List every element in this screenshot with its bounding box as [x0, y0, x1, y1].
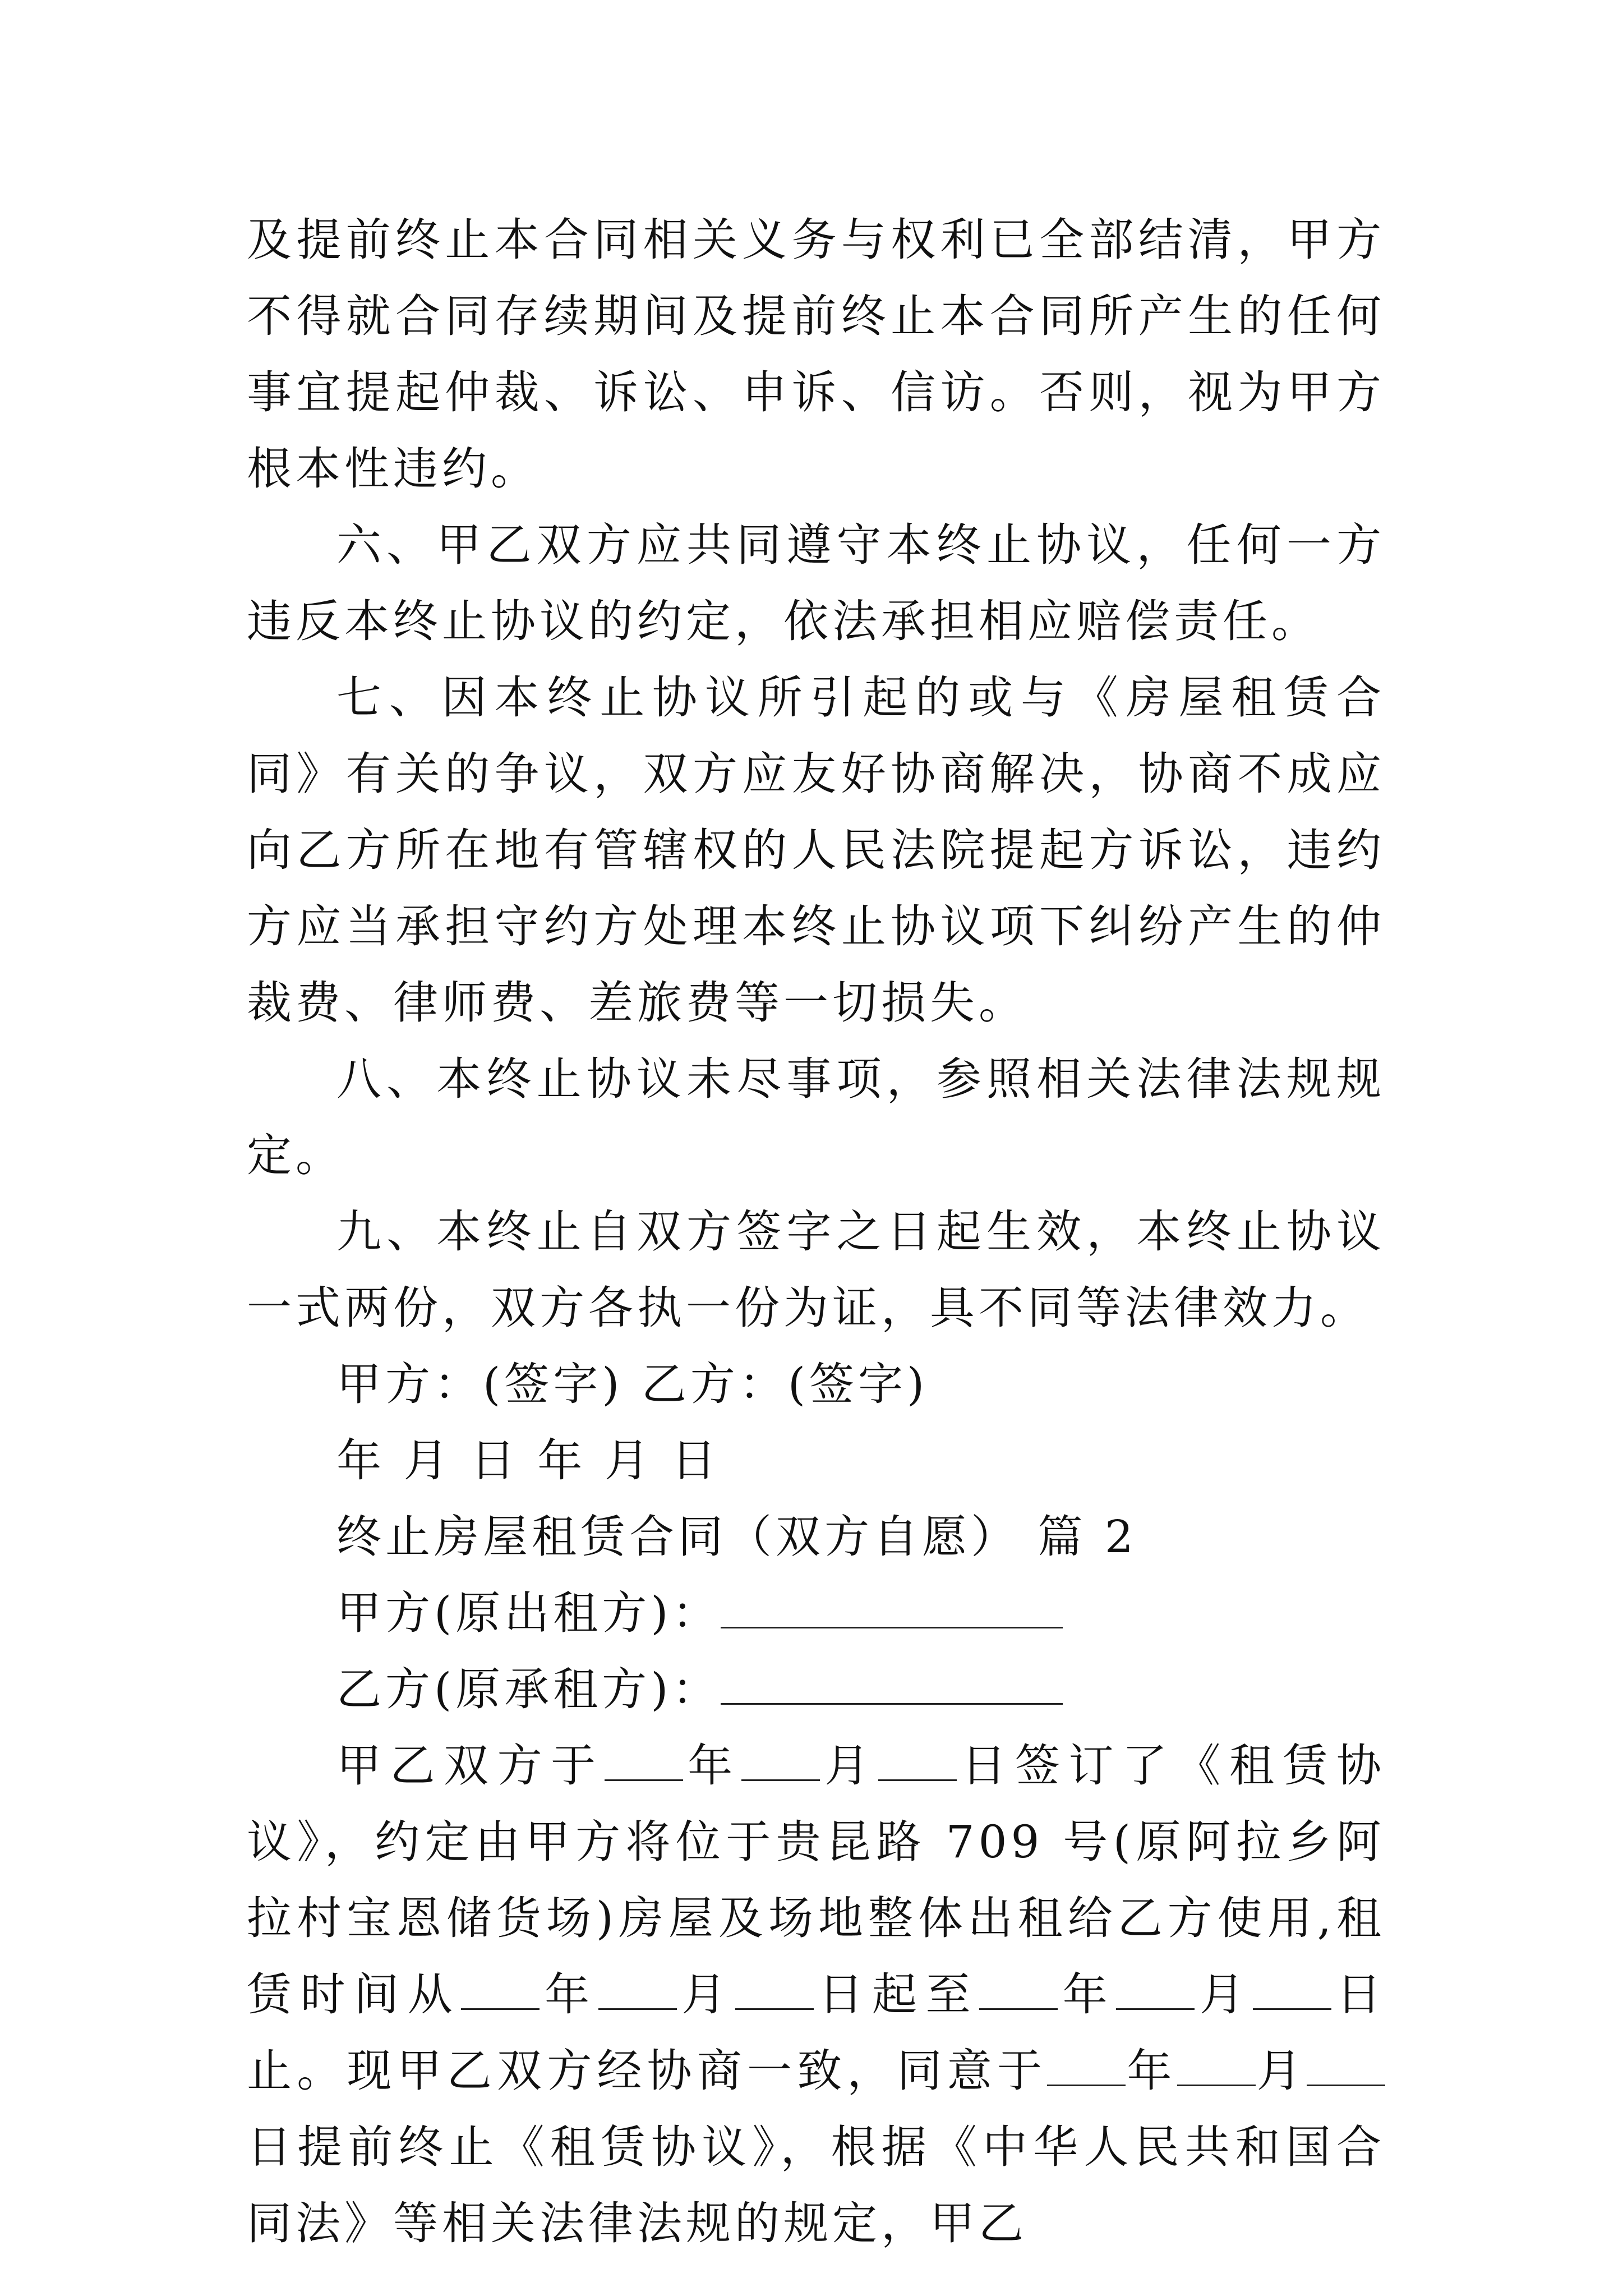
- text-segment: 日止。现甲乙双方经协商一致，同意于: [247, 1968, 1386, 2097]
- blank-day: [878, 1740, 957, 1781]
- blank-day: [1253, 1969, 1331, 2010]
- text-segment: 月: [819, 1740, 878, 1792]
- blank-year: [605, 1740, 683, 1781]
- blank-year: [1047, 2045, 1126, 2086]
- party-b-blank: [721, 1664, 1063, 1705]
- blank-day: [735, 1969, 814, 2010]
- blank-month: [598, 1969, 677, 2010]
- paragraph-clause-seven: 七、因本终止协议所引起的或与《房屋租赁合同》有关的争议，双方应友好协商解决，协商不成应向乙方所在地有管辖权的人民法院提起方诉讼，违约方应当承担守约方处理本终止协议项下纠纷产生的仲裁费、律师费、差旅费等一切损失。: [247, 671, 1385, 1029]
- party-a-line: [247, 1575, 1385, 1651]
- section-title-part-two: 终止房屋租赁合同（双方自愿） 篇 2: [336, 1511, 1137, 1563]
- text-segment: 年: [540, 1968, 598, 2021]
- party-a-blank: [721, 1588, 1063, 1628]
- party-b-line: [247, 1651, 1385, 1728]
- text-segment: 年: [1126, 2045, 1177, 2097]
- text-segment: 月: [1195, 1968, 1253, 2021]
- date-line: 年 月 日 年 月 日: [336, 1434, 721, 1487]
- text-segment: 月: [1255, 2045, 1307, 2097]
- blank-year: [461, 1969, 540, 2010]
- party-b-label: 乙方(原承租方)：: [336, 1663, 721, 1715]
- text-segment: 日起至: [813, 1968, 980, 2021]
- paragraph-clause-nine: 九、本终止自双方签字之日起生效，本终止协议一式两份，双方各执一份为证，具不同等法律效力。: [247, 1205, 1385, 1334]
- text-segment: 年: [683, 1740, 741, 1792]
- blank-month: [1177, 2045, 1256, 2086]
- paragraph-clause-eight: 八、本终止协议未尽事项，参照相关法律法规规定。: [247, 1053, 1385, 1181]
- blank-day: [1307, 2045, 1385, 2086]
- blank-year: [979, 1969, 1058, 2010]
- document-page: [247, 202, 1385, 2262]
- text-segment: 年: [1058, 1968, 1117, 2021]
- blank-month: [1116, 1969, 1195, 2010]
- party-a-label: 甲方(原出租方)：: [336, 1587, 721, 1639]
- paragraph-clause-six: 六、甲乙双方应共同遵守本终止协议，任何一方违反本终止协议的约定，依法承担相应赔偿责任。: [247, 519, 1385, 647]
- text-segment: 甲乙双方于: [336, 1740, 605, 1792]
- text-segment: 月: [676, 1968, 735, 2021]
- paragraph-agreement-body: [247, 1728, 1385, 2262]
- text-segment: 日签订了《租赁协议》，约定由甲方将位于贵昆路 709 号(原阿拉乡阿拉村宝恩储货场)房屋及场地整体出租给乙方使用,租赁时间从: [247, 1740, 1386, 2021]
- paragraph-clause-five-continued: 及提前终止本合同相关义务与权利已全部结清，甲方不得就合同存续期间及提前终止本合同所产生的任何事宜提起仲裁、诉讼、申诉、信访。否则，视为甲方根本性违约。: [247, 214, 1385, 495]
- text-segment: 日提前终止《租赁协议》，根据《中华人民共和国合同法》等相关法律法规的规定，甲乙: [247, 2121, 1385, 2249]
- signature-line: 甲方：(签字) 乙方：(签字): [336, 1358, 929, 1410]
- blank-month: [741, 1740, 820, 1781]
